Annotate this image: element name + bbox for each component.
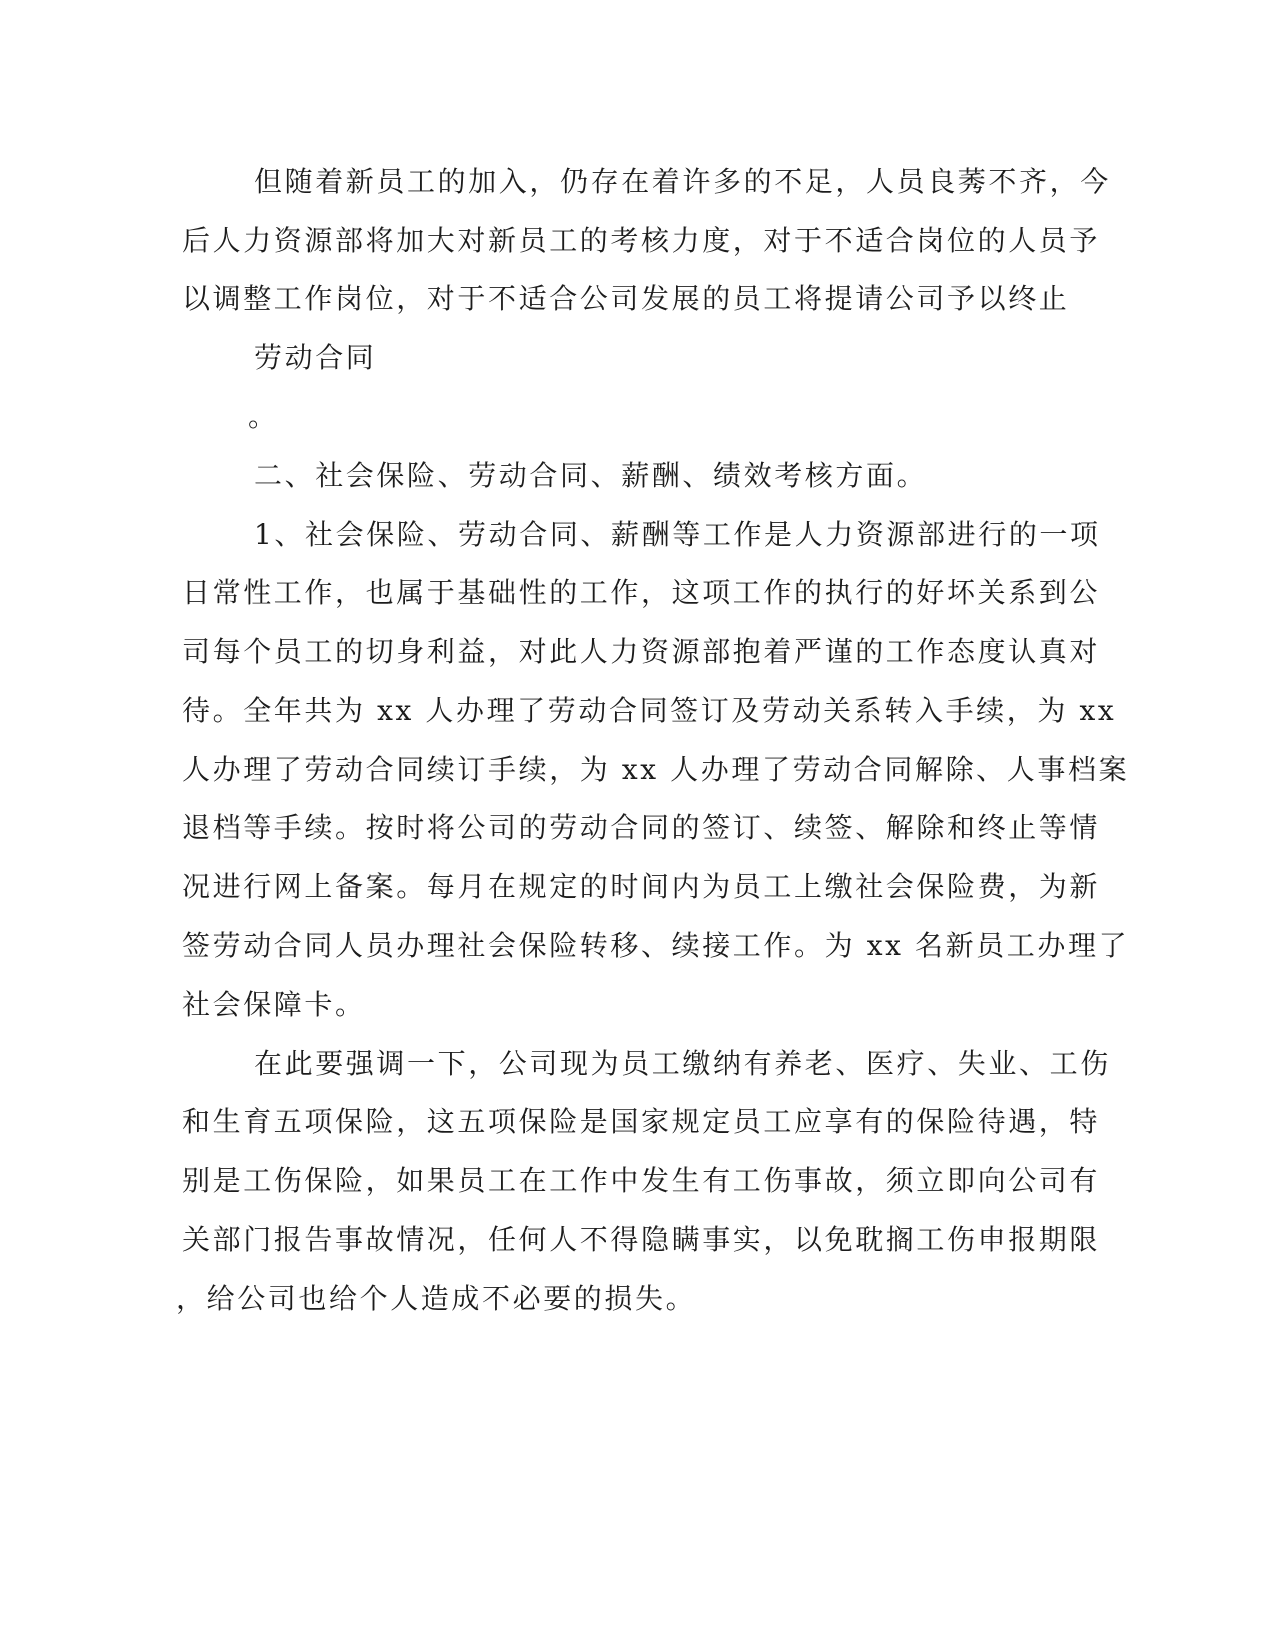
text-line: 关部门报告事故情况，任何人不得隐瞒事实，以免耽搁工伤申报期限	[182, 1223, 1101, 1256]
text-line: 后人力资源部将加大对新员工的考核力度，对于不适合岗位的人员予	[182, 224, 1101, 257]
text-line: 况进行网上备案。每月在规定的时间内为员工上缴社会保险费，为新	[182, 870, 1101, 903]
text-line: 日常性工作，也属于基础性的工作，这项工作的执行的好坏关系到公	[182, 576, 1101, 609]
text-line: 和生育五项保险，这五项保险是国家规定员工应享有的保险待遇，特	[182, 1105, 1101, 1138]
text-line: 以调整工作岗位，对于不适合公司发展的员工将提请公司予以终止	[182, 282, 1070, 315]
text-line: 待。全年共为 xx 人办理了劳动合同签订及劳动关系转入手续，为 xx	[182, 694, 1117, 727]
text-line: 在此要强调一下，公司现为员工缴纳有养老、医疗、失业、工伤	[254, 1047, 1111, 1080]
text-line: 司每个员工的切身利益，对此人力资源部抱着严谨的工作态度认真对	[182, 635, 1101, 668]
text-line: 1、社会保险、劳动合同、薪酬等工作是人力资源部进行的一项	[254, 518, 1101, 551]
text-line: 劳动合同	[254, 341, 377, 374]
text-line: 但随着新员工的加入，仍存在着许多的不足，人员良莠不齐，今	[254, 165, 1111, 198]
text-line: 。	[248, 400, 279, 433]
text-line: 签劳动合同人员办理社会保险转移、续接工作。为 xx 名新员工办理了	[182, 929, 1130, 962]
text-line: 别是工伤保险，如果员工在工作中发生有工伤事故，须立即向公司有	[182, 1164, 1101, 1197]
section-heading: 二、社会保险、劳动合同、薪酬、绩效考核方面。	[254, 459, 928, 492]
text-line: 退档等手续。按时将公司的劳动合同的签订、续签、解除和终止等情	[182, 811, 1101, 844]
text-line: 人办理了劳动合同续订手续，为 xx 人办理了劳动合同解除、人事档案	[182, 753, 1130, 786]
text-line: 社会保障卡。	[182, 988, 366, 1021]
text-line: ，给公司也给个人造成不必要的损失。	[176, 1282, 697, 1315]
